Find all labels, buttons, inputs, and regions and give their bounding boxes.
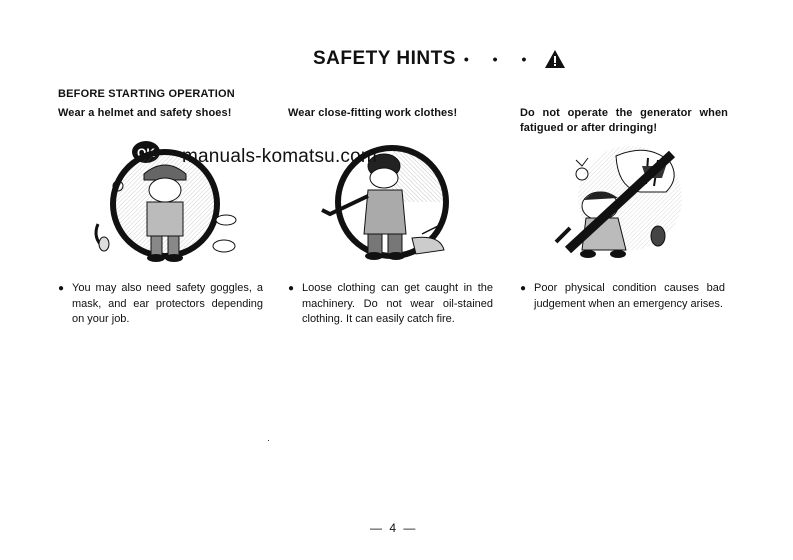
bullet-dot-icon: ● [520,283,527,294]
bullet-dot-icon: ● [58,283,65,294]
bullet-text: Poor physical condition causes bad judgement when an emergency arises. [534,282,725,310]
svg-text:OK: OK [137,146,155,160]
bullet-note [58,281,263,328]
column-fatigue [520,106,728,136]
page-number: — 4 — [370,521,418,535]
column-heading: Wear a helmet and safety shoes! [58,107,232,119]
page-title-row [313,48,566,70]
no-fatigue-illustration [548,138,698,266]
scan-speck [268,440,269,441]
bullet-text: Loose clothing can get caught in the machinery. Do not wear oil-stained clothing. It can easily catch fire. [302,282,493,325]
section-heading: BEFORE STARTING OPERATION [58,88,235,100]
title-dots: • • • [463,51,537,67]
bullet-dot-icon: ● [288,283,295,294]
warning-triangle-icon [544,49,566,69]
column-clothes [288,106,496,121]
watermark: manuals-komatsu.com [182,146,377,167]
column-heading: Wear close-fitting work clothes! [288,107,458,119]
bullet-text: You may also need safety goggles, a mask, and ear protectors depending on your job. [72,282,263,325]
bullet-note [520,281,725,312]
page-title: SAFETY HINTS [313,48,456,69]
bullet-note [288,281,493,328]
column-heading: Do not operate the generator when fatigued or after dringing! [520,107,728,134]
column-helmet [58,106,266,121]
